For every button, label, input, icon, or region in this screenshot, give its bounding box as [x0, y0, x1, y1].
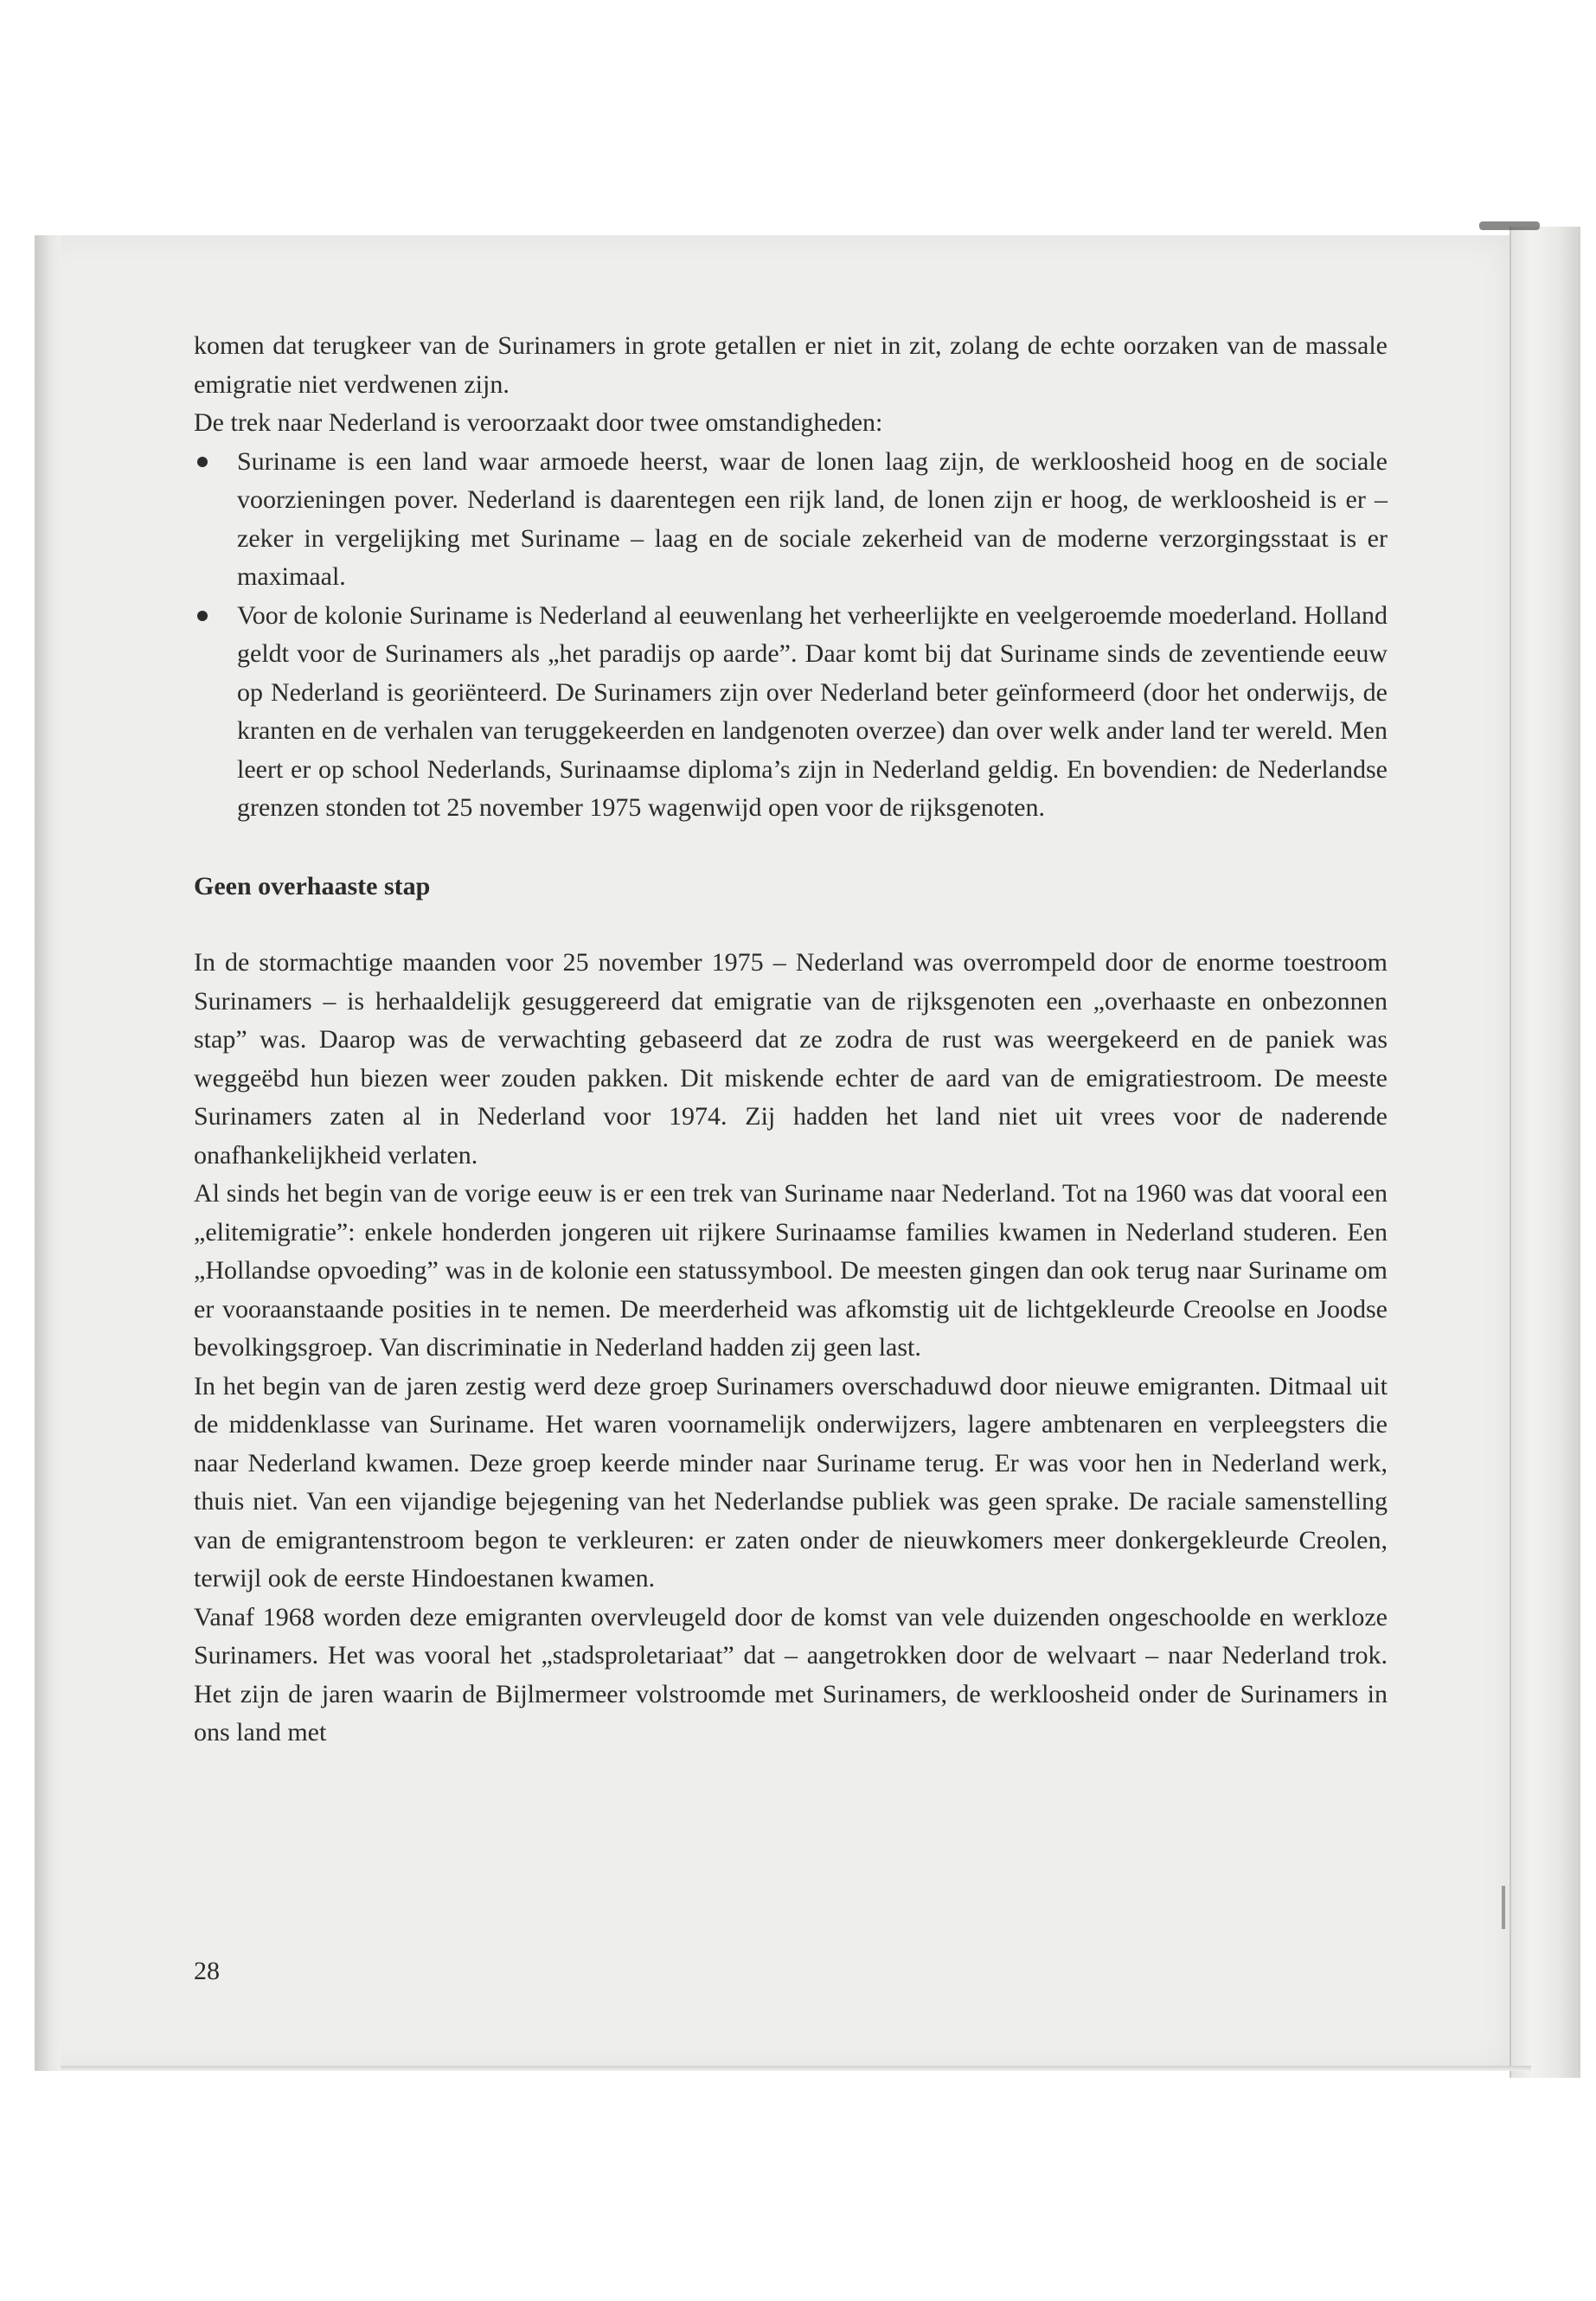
body-text: [194, 327, 1388, 1753]
paragraph: Al sinds het begin van de vorige eeuw is er een trek van Suriname naar Nederland. Tot na 1960 was dat vooral een „elitemigratie”: enkele honderden jongeren uit rijkere Surinaamse families kwamen in Nederland studeren. Een „Hollandse opvoeding” was in de kolonie een statussymbool. De meesten gingen dan ook terug naar Suriname om er vooraanstaande posities in te nemen. De meerderheid was afkomstig uit de lichtgekleurde Creoolse en Joodse bevolkingsgroep. Van discriminatie in Nederland hadden zij geen last.: [194, 1179, 1388, 1362]
page-number: 28: [194, 1957, 220, 1985]
list-item: [194, 443, 1388, 597]
edge-tick: [1502, 1886, 1505, 1929]
bullet-list: [194, 443, 1388, 828]
intro-line: De trek naar Nederland is veroorzaakt door twee omstandigheden:: [194, 408, 883, 437]
bullet-icon: [197, 457, 208, 467]
bottom-page-edge: [61, 2066, 1531, 2071]
paragraph: In de stormachtige maanden voor 25 november 1975 – Nederland was overrompeld door de enorme toestroom Surinamers – is herhaaldelijk gesuggereerd dat emigratie van de rijksgenoten een „overhaaste en onbezonnen stap” was. Daarop was de verwachting gebaseerd dat ze zodra de rust was weergekeerd en de paniek was weggeëbd hun biezen weer zouden pakken. Dit miskende echter de aard van de emigratiestroom. De meeste Surinamers zaten al in Nederland voor 1974. Zij hadden het land niet uit vrees voor de naderende onafhankelijkheid verlaten.: [194, 948, 1388, 1170]
paragraph: Vanaf 1968 worden deze emigranten overvleugeld door de komst van vele duizenden ongeschoolde en werkloze Surinamers. Het was vooral het „stadsproletariaat” dat – aangetrokken door de welvaart – naar Nederland trok. Het zijn de jaren waarin de Bijlmermeer volstroomde met Surinamers, de werkloosheid onder de Surinamers in ons land met: [194, 1602, 1388, 1747]
right-page-edge: [1509, 227, 1580, 2078]
bullet-text: Voor de kolonie Suriname is Nederland al eeuwenlang het verheerlijkte en veelgeroemde moederland. Holland geldt voor de Surinamers als „het paradijs op aarde”. Daar komt bij dat Suriname sinds de zeventiende eeuw op Nederland is georiënteerd. De Surinamers zijn over Nederland beter geïnformeerd (door het onderwijs, de kranten en de verhalen van teruggekeerden en landgenoten overzee) dan over welk ander land ter wereld. Men leert er op school Nederlands, Surinaamse diploma’s zijn in Nederland geldig. En bovendien: de Nederlandse grenzen stonden tot 25 november 1975 wagenwijd open voor de rijksgenoten.: [237, 600, 1388, 822]
left-page-edge: [35, 235, 61, 2071]
bullet-text: Suriname is een land waar armoede heerst, waar de lonen laag zijn, de werkloosheid hoog en de sociale voorzieningen pover. Nederland is daarentegen een rijk land, de lonen zijn er hoog, de werkloosheid is er – zeker in vergelijking met Suriname – laag en de sociale zekerheid van de moderne verzorgingsstaat is er maximaal.: [237, 446, 1388, 591]
list-item: [194, 597, 1388, 828]
intro-paragraph: komen dat terugkeer van de Surinamers in grote getallen er niet in zit, zolang de echte oorzaken van de massale emigratie niet verdwenen zijn.: [194, 331, 1388, 399]
paragraph: In het begin van de jaren zestig werd deze groep Surinamers overschaduwd door nieuwe emigranten. Ditmaal uit de middenklasse van Suriname. Het waren voornamelijk onderwijzers, lagere ambtenaren en verpleegsters die naar Nederland kwamen. Deze groep keerde minder naar Suriname terug. Er was voor hen in Nederland werk, thuis niet. Van een vijandige bejegening van het Nederlandse publiek was geen sprake. De raciale samenstelling van de emigrantenstroom begon te verkleuren: er zaten onder de nieuwkomers meer donkergekleurde Creolen, terwijl ook de eerste Hindoestanen kwamen.: [194, 1371, 1388, 1593]
section-heading: Geen overhaaste stap: [194, 871, 431, 901]
bullet-icon: [197, 611, 208, 621]
binding-mark: [1479, 221, 1540, 230]
